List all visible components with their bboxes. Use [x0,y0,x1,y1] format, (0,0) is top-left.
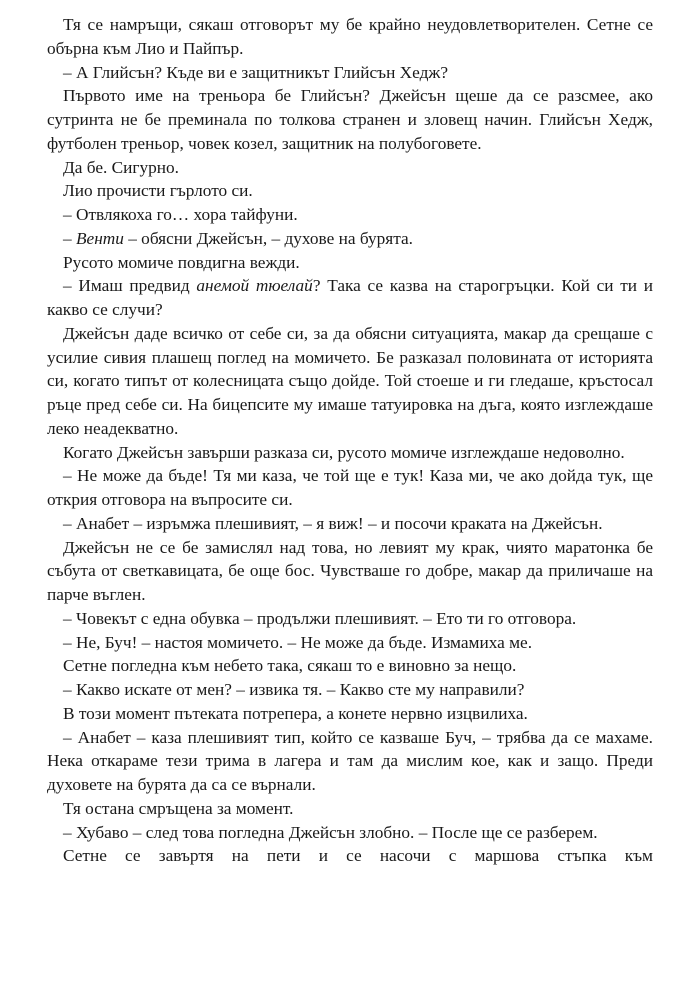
paragraph-text: – Хубаво – след това погледна Джейсън злобно. – После ще се разберем. [63,822,598,842]
paragraph [47,322,653,441]
paragraph [47,797,653,821]
paragraph-text: Джейсън не се бе замислял над това, но левият му крак, чиято маратонка бе събута от светкавицата, бе още бос. Чувстваше го добре, макар да приличаше на парче въглен. [47,537,653,604]
paragraph-text: – Отвлякоха го… хора тайфуни. [63,205,298,224]
paragraph [47,654,653,678]
paragraph-text: – Анабет – каза плешивият тип, който се казваше Буч, – трябва да се махаме. Нека откараме тези трима в лагера и там да мислим кое, как и защо. Преди духовете на бурята да са се върнали. [47,727,653,794]
paragraph-text: Сетне се завъртя на пети и се насочи с маршова стъпка към [63,846,653,866]
paragraph [47,821,653,845]
paragraph-text: В този момент пътеката потрепера, а конете нервно изцвилиха. [63,703,528,723]
paragraph [47,441,653,465]
paragraph-text: Когато Джейсън завърши разказа си, русото момиче изглеждаше недоволно. [63,442,625,462]
paragraph-text: Тя се намръщи, сякаш отговорът му бе крайно неудовлетворителен. Сетне се обърна към Лио и Пайпър. [47,15,653,58]
paragraph [47,726,653,797]
paragraph [47,179,653,203]
paragraph [47,631,653,655]
paragraph [47,512,653,536]
paragraph-text: Джейсън даде всичко от себе си, за да обясни ситуацията, макар да срещаше с усилие сивия плашещ поглед на момичето. Бе разказал половината от историята си, когато типът от колесницата също дойде. Той стоеше и ги гледаше, кръстосал ръце пред себе си. На бицепсите му имаше татуировка на дъга, която изглеждаше леко неадекватно. [47,323,653,438]
italic-term: Венти [75,228,124,248]
paragraph-text: – Не, Буч! – настоя момичето. – Не може да бъде. Измамиха ме. [63,632,533,652]
paragraph-text: – Човекът с една обувка – продължи плешивият. – Ето ти го отговора. [63,608,577,628]
paragraph [47,678,653,702]
italic-term: анемой тюелай [196,276,313,296]
paragraph [47,844,653,868]
paragraph [47,203,653,227]
paragraph [47,251,653,275]
paragraph-text: Да бе. Сигурно. [63,157,180,177]
paragraph [47,274,653,322]
paragraph [47,607,653,631]
paragraph [47,84,653,155]
paragraph-text: ? Така се казва на старогръцки. Кой си ти и какво се случи? [47,276,654,319]
paragraph-text: Първото име на треньора бе Глийсън? Джейсън щеше да се разсмее, ако сутринта не бе преминала по толкова странен и зловещ начин. Глийсън Хедж, футболен треньор, човек козел, защитник на полубоговете. [47,86,653,153]
paragraph-text: – А Глийсън? Къде ви е защитникът Глийсън Хедж? [63,62,448,82]
paragraph-text: – [63,228,76,248]
paragraph-text: – обясни Джейсън, – духове на бурята. [123,228,413,248]
paragraph [47,536,653,607]
paragraph-text: Тя остана смръщена за момент. [63,798,294,818]
paragraph [47,156,653,180]
paragraph-text: Лио прочисти гърлото си. [63,181,253,201]
paragraph-text: – Анабет – изръмжа плешивият, – я виж! – и посочи краката на Джейсън. [63,513,603,533]
paragraph [47,13,653,61]
paragraph-text: – Какво искате от мен? – извика тя. – Какво сте му направили? [63,680,525,699]
paragraph [47,61,653,85]
paragraph [47,464,653,512]
paragraph-text: Сетне погледна към небето така, сякаш то е виновно за нещо. [63,656,517,676]
paragraph [47,702,653,726]
paragraph [47,227,653,251]
paragraph-text: – Не може да бъде! Тя ми каза, че той ще е тук! Каза ми, че ако дойда тук, ще открия отговора на въпросите си. [47,466,653,509]
paragraph-text: Русото момиче повдигна вежди. [63,252,300,272]
paragraph-text: – Имаш предвид [63,276,197,296]
